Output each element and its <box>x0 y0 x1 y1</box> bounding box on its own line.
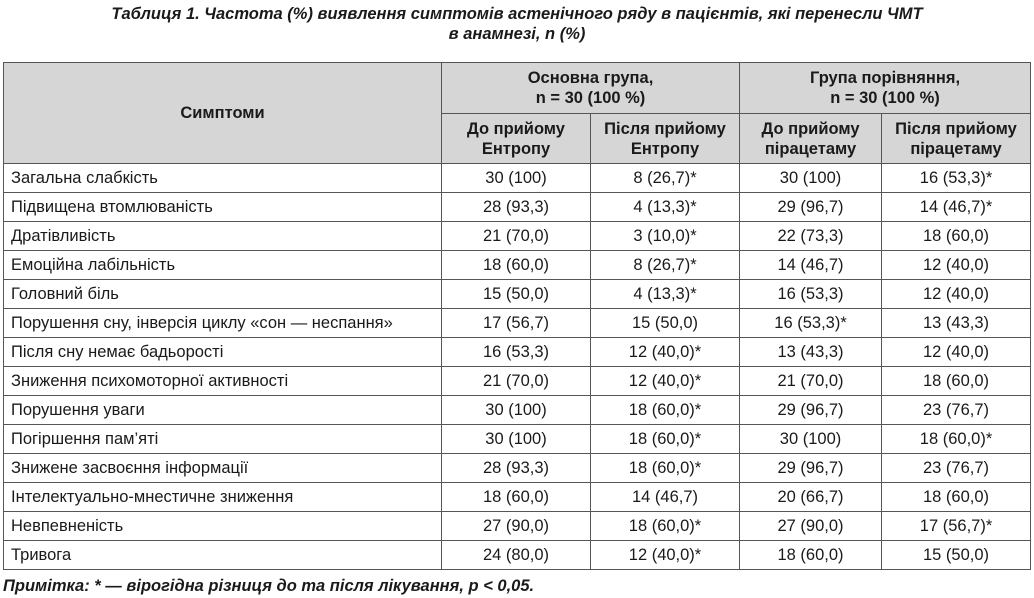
before-entrop-cell: 21 (70,0) <box>442 222 591 251</box>
subheader-after-entrop <box>591 114 740 164</box>
before-piracetam-cell: 13 (43,3) <box>740 338 882 367</box>
before-piracetam-cell: 16 (53,3) <box>740 280 882 309</box>
symptom-cell: Тривога <box>4 541 442 570</box>
after-piracetam-cell: 14 (46,7)* <box>882 193 1031 222</box>
table-row <box>4 280 1031 309</box>
symptom-cell: Головний біль <box>4 280 442 309</box>
symptom-cell: Інтелектуально-мнестичне зниження <box>4 483 442 512</box>
after-entrop-cell: 18 (60,0)* <box>591 396 740 425</box>
after-piracetam-cell: 12 (40,0) <box>882 280 1031 309</box>
before-entrop-cell: 18 (60,0) <box>442 483 591 512</box>
subheader-line: До прийому <box>761 119 860 138</box>
before-entrop-cell: 28 (93,3) <box>442 454 591 483</box>
before-piracetam-cell: 14 (46,7) <box>740 251 882 280</box>
symptom-cell: Після сну немає бадьорості <box>4 338 442 367</box>
after-entrop-cell: 12 (40,0)* <box>591 367 740 396</box>
subheader-line: Після прийому <box>895 119 1017 138</box>
after-entrop-cell: 18 (60,0)* <box>591 454 740 483</box>
after-entrop-cell: 15 (50,0) <box>591 309 740 338</box>
after-entrop-cell: 8 (26,7)* <box>591 251 740 280</box>
subheader-line: Ентропу <box>481 139 551 158</box>
after-piracetam-cell: 23 (76,7) <box>882 454 1031 483</box>
after-piracetam-cell: 18 (60,0)* <box>882 425 1031 454</box>
symptom-cell: Підвищена втомлюваність <box>4 193 442 222</box>
subheader-after-piracetam <box>882 114 1031 164</box>
before-entrop-cell: 24 (80,0) <box>442 541 591 570</box>
symptom-cell: Погіршення пам’яті <box>4 425 442 454</box>
symptom-cell: Знижене засвоєння інформації <box>4 454 442 483</box>
symptoms-table <box>3 62 1031 570</box>
after-piracetam-cell: 12 (40,0) <box>882 251 1031 280</box>
after-entrop-cell: 4 (13,3)* <box>591 193 740 222</box>
header-group-main <box>442 63 740 114</box>
after-entrop-cell: 12 (40,0)* <box>591 541 740 570</box>
after-entrop-cell: 18 (60,0)* <box>591 425 740 454</box>
after-entrop-cell: 4 (13,3)* <box>591 280 740 309</box>
subheader-line: Після прийому <box>604 119 726 138</box>
before-entrop-cell: 21 (70,0) <box>442 367 591 396</box>
table-row <box>4 222 1031 251</box>
before-piracetam-cell: 16 (53,3)* <box>740 309 882 338</box>
subheader-line: пірацетаму <box>910 139 1002 158</box>
after-piracetam-cell: 12 (40,0) <box>882 338 1031 367</box>
table-row <box>4 309 1031 338</box>
before-piracetam-cell: 29 (96,7) <box>740 193 882 222</box>
table-row <box>4 454 1031 483</box>
table-body <box>4 164 1031 570</box>
caption-line-1: Таблиця 1. Частота (%) виявлення симптомів астенічного ряду в пацієнтів, які перенесли ЧМТ <box>111 5 923 23</box>
after-piracetam-cell: 23 (76,7) <box>882 396 1031 425</box>
before-piracetam-cell: 29 (96,7) <box>740 396 882 425</box>
before-piracetam-cell: 20 (66,7) <box>740 483 882 512</box>
after-piracetam-cell: 16 (53,3)* <box>882 164 1031 193</box>
after-entrop-cell: 8 (26,7)* <box>591 164 740 193</box>
before-entrop-cell: 18 (60,0) <box>442 251 591 280</box>
before-piracetam-cell: 21 (70,0) <box>740 367 882 396</box>
before-piracetam-cell: 30 (100) <box>740 164 882 193</box>
table-row <box>4 164 1031 193</box>
after-piracetam-cell: 15 (50,0) <box>882 541 1031 570</box>
after-piracetam-cell: 13 (43,3) <box>882 309 1031 338</box>
after-piracetam-cell: 18 (60,0) <box>882 222 1031 251</box>
table-row <box>4 367 1031 396</box>
after-entrop-cell: 18 (60,0)* <box>591 512 740 541</box>
header-group-main-line-2: n = 30 (100 %) <box>535 89 646 107</box>
subheader-line: До прийому <box>467 119 565 138</box>
symptom-cell: Загальна слабкість <box>4 164 442 193</box>
table-row <box>4 541 1031 570</box>
subheader-line: пірацетаму <box>764 139 857 158</box>
subheader-line: Ентропу <box>630 139 700 158</box>
table-row <box>4 425 1031 454</box>
before-entrop-cell: 27 (90,0) <box>442 512 591 541</box>
before-entrop-cell: 17 (56,7) <box>442 309 591 338</box>
header-group-comparison-line-1: Група порівняння, <box>809 69 961 87</box>
symptom-cell: Порушення уваги <box>4 396 442 425</box>
subheader-before-piracetam <box>740 114 882 164</box>
after-entrop-cell: 12 (40,0)* <box>591 338 740 367</box>
before-piracetam-cell: 30 (100) <box>740 425 882 454</box>
before-entrop-cell: 30 (100) <box>442 164 591 193</box>
symptom-cell: Зниження психомоторної активності <box>4 367 442 396</box>
caption-line-2: в анамнезі, n (%) <box>448 25 586 43</box>
after-entrop-cell: 14 (46,7) <box>591 483 740 512</box>
symptom-cell: Порушення сну, інверсія циклу «сон — неспання» <box>4 309 442 338</box>
table-row <box>4 512 1031 541</box>
before-piracetam-cell: 18 (60,0) <box>740 541 882 570</box>
before-piracetam-cell: 29 (96,7) <box>740 454 882 483</box>
header-group-comparison <box>740 63 1031 114</box>
subheader-before-entrop <box>442 114 591 164</box>
before-entrop-cell: 28 (93,3) <box>442 193 591 222</box>
header-symptoms: Симптоми <box>4 63 442 164</box>
before-entrop-cell: 15 (50,0) <box>442 280 591 309</box>
before-piracetam-cell: 22 (73,3) <box>740 222 882 251</box>
table-row <box>4 251 1031 280</box>
header-group-comparison-line-2: n = 30 (100 %) <box>830 89 940 107</box>
symptom-cell: Невпевненість <box>4 512 442 541</box>
table-row <box>4 338 1031 367</box>
before-entrop-cell: 30 (100) <box>442 396 591 425</box>
table-caption <box>0 4 1034 44</box>
table-row <box>4 396 1031 425</box>
before-entrop-cell: 30 (100) <box>442 425 591 454</box>
after-piracetam-cell: 18 (60,0) <box>882 367 1031 396</box>
table-row <box>4 193 1031 222</box>
after-entrop-cell: 3 (10,0)* <box>591 222 740 251</box>
symptom-cell: Дратівливість <box>4 222 442 251</box>
table-note: Примітка: * — вірогідна різниця до та після лікування, p < 0,05. <box>3 577 535 595</box>
after-piracetam-cell: 17 (56,7)* <box>882 512 1031 541</box>
after-piracetam-cell: 18 (60,0) <box>882 483 1031 512</box>
symptom-cell: Емоційна лабільність <box>4 251 442 280</box>
before-entrop-cell: 16 (53,3) <box>442 338 591 367</box>
before-piracetam-cell: 27 (90,0) <box>740 512 882 541</box>
table-row <box>4 483 1031 512</box>
header-group-main-line-1: Основна група, <box>527 69 654 87</box>
